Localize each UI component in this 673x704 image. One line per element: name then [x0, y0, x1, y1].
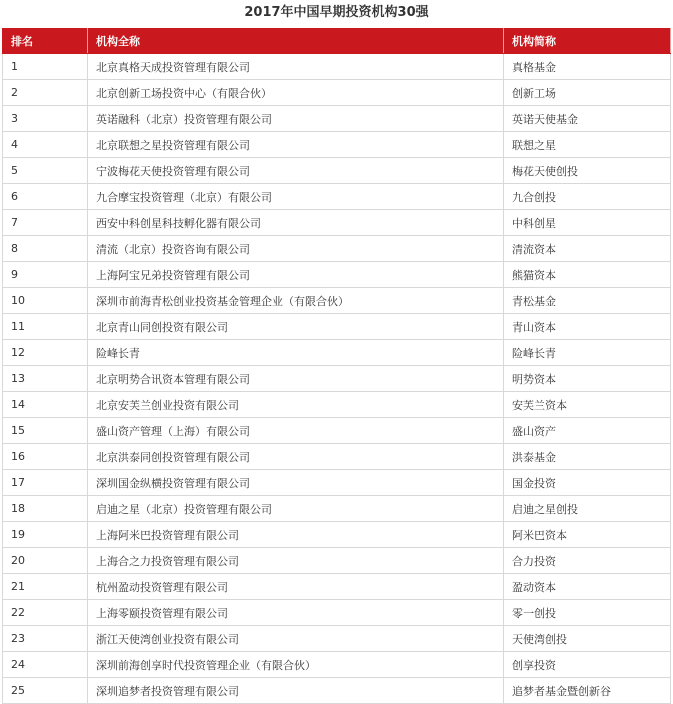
table-row [3, 470, 671, 496]
cell-full-name: 上海阿宝兄弟投资管理有限公司 [88, 262, 504, 288]
cell-rank: 12 [3, 340, 88, 366]
cell-full-name: 上海合之力投资管理有限公司 [88, 548, 504, 574]
table-row [3, 106, 671, 132]
table-row [3, 522, 671, 548]
table-row [3, 574, 671, 600]
table-row [3, 262, 671, 288]
cell-rank: 22 [3, 600, 88, 626]
header-short-name: 机构简称 [504, 29, 671, 54]
header-row [3, 29, 671, 54]
cell-full-name: 险峰长青 [88, 340, 504, 366]
cell-short-name: 青山资本 [504, 314, 671, 340]
cell-short-name: 盈动资本 [504, 574, 671, 600]
cell-full-name: 上海零颐投资管理有限公司 [88, 600, 504, 626]
cell-rank: 23 [3, 626, 88, 652]
table-row [3, 184, 671, 210]
cell-rank: 25 [3, 678, 88, 704]
header-rank: 排名 [3, 29, 88, 54]
table-row [3, 418, 671, 444]
table-header [3, 29, 671, 54]
cell-rank: 3 [3, 106, 88, 132]
header-full-name: 机构全称 [88, 29, 504, 54]
cell-rank: 9 [3, 262, 88, 288]
cell-short-name: 安芙兰资本 [504, 392, 671, 418]
cell-short-name: 清流资本 [504, 236, 671, 262]
cell-rank: 5 [3, 158, 88, 184]
cell-short-name: 创享投资 [504, 652, 671, 678]
cell-rank: 11 [3, 314, 88, 340]
table-row [3, 54, 671, 80]
cell-short-name: 中科创星 [504, 210, 671, 236]
table-row [3, 80, 671, 106]
cell-rank: 16 [3, 444, 88, 470]
cell-full-name: 深圳国金纵横投资管理有限公司 [88, 470, 504, 496]
cell-short-name: 梅花天使创投 [504, 158, 671, 184]
cell-full-name: 启迪之星（北京）投资管理有限公司 [88, 496, 504, 522]
page-title: 2017年中国早期投资机构30强 [244, 5, 429, 20]
cell-short-name: 天使湾创投 [504, 626, 671, 652]
cell-rank: 8 [3, 236, 88, 262]
table-row [3, 548, 671, 574]
table-row [3, 314, 671, 340]
table-row [3, 392, 671, 418]
cell-short-name: 追梦者基金暨创新谷 [504, 678, 671, 704]
table-row [3, 496, 671, 522]
cell-short-name: 阿米巴资本 [504, 522, 671, 548]
table-row [3, 340, 671, 366]
cell-full-name: 深圳前海创享时代投资管理企业（有限合伙） [88, 652, 504, 678]
cell-rank: 17 [3, 470, 88, 496]
cell-rank: 20 [3, 548, 88, 574]
table-row [3, 236, 671, 262]
cell-short-name: 九合创投 [504, 184, 671, 210]
table-row [3, 678, 671, 704]
cell-rank: 19 [3, 522, 88, 548]
cell-full-name: 北京青山同创投资有限公司 [88, 314, 504, 340]
cell-full-name: 杭州盈动投资管理有限公司 [88, 574, 504, 600]
table-row [3, 158, 671, 184]
cell-rank: 15 [3, 418, 88, 444]
cell-short-name: 英诺天使基金 [504, 106, 671, 132]
cell-full-name: 清流（北京）投资咨询有限公司 [88, 236, 504, 262]
table-row [3, 288, 671, 314]
table-row [3, 600, 671, 626]
cell-short-name: 盛山资产 [504, 418, 671, 444]
cell-full-name: 深圳市前海青松创业投资基金管理企业（有限合伙） [88, 288, 504, 314]
cell-short-name: 洪泰基金 [504, 444, 671, 470]
cell-rank: 7 [3, 210, 88, 236]
cell-rank: 14 [3, 392, 88, 418]
table-row [3, 626, 671, 652]
cell-full-name: 九合摩宝投资管理（北京）有限公司 [88, 184, 504, 210]
cell-full-name: 英诺融科（北京）投资管理有限公司 [88, 106, 504, 132]
cell-full-name: 北京联想之星投资管理有限公司 [88, 132, 504, 158]
cell-short-name: 创新工场 [504, 80, 671, 106]
cell-short-name: 国金投资 [504, 470, 671, 496]
cell-full-name: 西安中科创星科技孵化器有限公司 [88, 210, 504, 236]
cell-rank: 13 [3, 366, 88, 392]
cell-full-name: 深圳追梦者投资管理有限公司 [88, 678, 504, 704]
cell-rank: 4 [3, 132, 88, 158]
cell-short-name: 真格基金 [504, 54, 671, 80]
cell-full-name: 北京安芙兰创业投资有限公司 [88, 392, 504, 418]
cell-full-name: 浙江天使湾创业投资有限公司 [88, 626, 504, 652]
cell-rank: 6 [3, 184, 88, 210]
cell-full-name: 北京创新工场投资中心（有限合伙） [88, 80, 504, 106]
cell-short-name: 启迪之星创投 [504, 496, 671, 522]
cell-rank: 1 [3, 54, 88, 80]
cell-rank: 21 [3, 574, 88, 600]
cell-rank: 10 [3, 288, 88, 314]
cell-full-name: 北京真格天成投资管理有限公司 [88, 54, 504, 80]
cell-short-name: 青松基金 [504, 288, 671, 314]
cell-short-name: 联想之星 [504, 132, 671, 158]
cell-short-name: 险峰长青 [504, 340, 671, 366]
cell-full-name: 北京洪泰同创投资管理有限公司 [88, 444, 504, 470]
cell-short-name: 明势资本 [504, 366, 671, 392]
table-body [3, 54, 671, 704]
cell-short-name: 合力投资 [504, 548, 671, 574]
table-row [3, 132, 671, 158]
cell-rank: 2 [3, 80, 88, 106]
cell-rank: 24 [3, 652, 88, 678]
cell-full-name: 上海阿米巴投资管理有限公司 [88, 522, 504, 548]
cell-short-name: 熊猫资本 [504, 262, 671, 288]
table-row [3, 210, 671, 236]
cell-full-name: 宁波梅花天使投资管理有限公司 [88, 158, 504, 184]
table-row [3, 652, 671, 678]
cell-full-name: 北京明势合讯资本管理有限公司 [88, 366, 504, 392]
cell-rank: 18 [3, 496, 88, 522]
cell-full-name: 盛山资产管理（上海）有限公司 [88, 418, 504, 444]
table-row [3, 444, 671, 470]
ranking-table [2, 28, 671, 704]
cell-short-name: 零一创投 [504, 600, 671, 626]
table-row [3, 366, 671, 392]
